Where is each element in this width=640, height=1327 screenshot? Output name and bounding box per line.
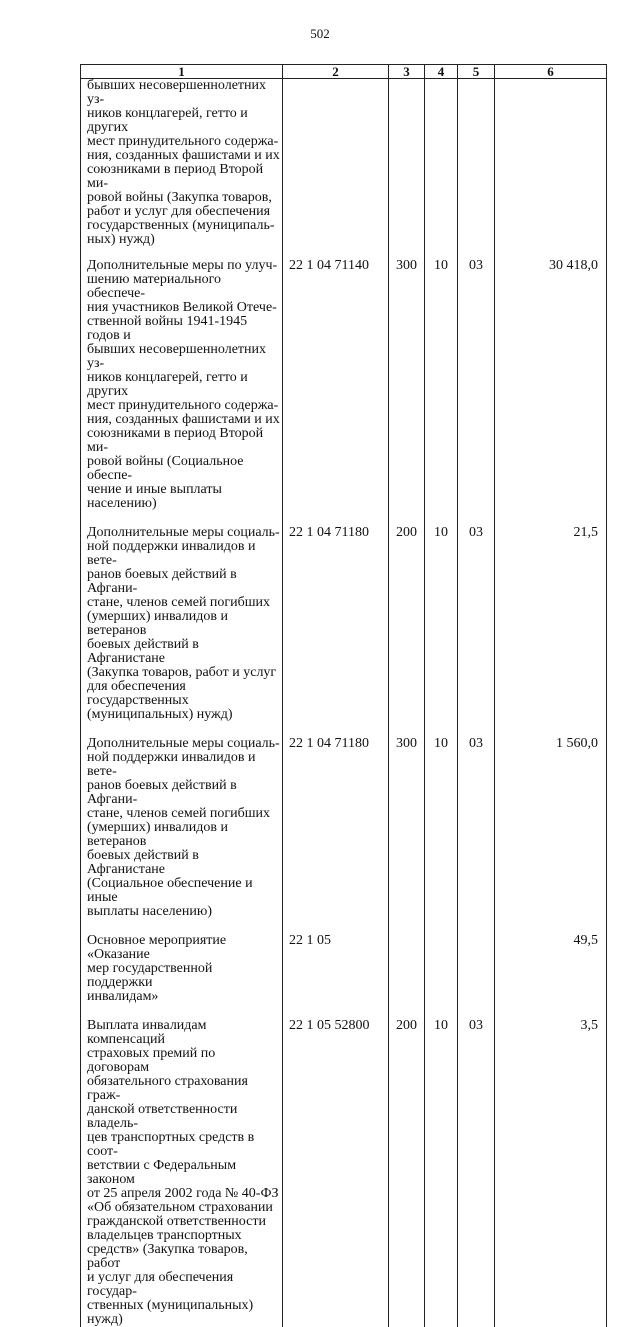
row-section xyxy=(425,79,458,260)
description-line: от 25 апреля 2002 года № 40-ФЗ xyxy=(87,1186,279,1201)
description-line: Дополнительные меры по улуч- xyxy=(87,258,278,273)
description-line: шению материального обеспече- xyxy=(87,272,221,301)
description-line: и услуг для обеспечения государ- xyxy=(87,1270,234,1299)
row-expense-type: 300 xyxy=(389,259,425,526)
description-line: ния, созданных фашистами и их xyxy=(87,148,280,163)
description-line: средств» (Закупка товаров, работ xyxy=(87,1242,248,1271)
row-subsection xyxy=(458,79,495,260)
description-line: ной поддержки инвалидов и вете- xyxy=(87,750,256,779)
row-section: 10 xyxy=(425,526,458,737)
row-budget-code xyxy=(283,79,389,260)
row-subsection: 03 xyxy=(458,1019,495,1327)
description-line: данской ответственности владель- xyxy=(87,1102,238,1131)
description-line: работ и услуг для обеспечения xyxy=(87,204,271,219)
description-line: мест принудительного содержа- xyxy=(87,134,279,149)
header-col-3: 3 xyxy=(389,65,425,79)
description-line: (Социальное обеспечение и иные xyxy=(87,876,253,905)
row-subsection: 03 xyxy=(458,259,495,526)
description-line: ранов боевых действий в Афгани- xyxy=(87,567,237,596)
description-line: чение и иные выплаты населению) xyxy=(87,482,222,511)
description-line: (Закупка товаров, работ и услуг xyxy=(87,665,277,680)
description-line: Дополнительные меры социаль- xyxy=(87,525,280,540)
row-budget-code: 22 1 05 52800 xyxy=(283,1019,389,1327)
row-budget-code: 22 1 04 71140 xyxy=(283,259,389,526)
row-budget-code: 22 1 05 xyxy=(283,934,389,1019)
description-line: ветствии с Федеральным законом xyxy=(87,1158,237,1187)
row-budget-code: 22 1 04 71180 xyxy=(283,526,389,737)
row-budget-code: 22 1 04 71180 xyxy=(283,737,389,934)
row-description xyxy=(81,934,283,1019)
row-section xyxy=(425,934,458,1019)
description-line: бывших несовершеннолетних уз- xyxy=(87,342,267,371)
table-row xyxy=(81,526,607,737)
table-row xyxy=(81,259,607,526)
description-line: ной поддержки инвалидов и вете- xyxy=(87,539,256,568)
row-expense-type: 200 xyxy=(389,1019,425,1327)
description-line: Дополнительные меры социаль- xyxy=(87,736,280,751)
table-row xyxy=(81,79,607,260)
description-line: ников концлагерей, гетто и других xyxy=(87,370,248,399)
description-line: ния, созданных фашистами и их xyxy=(87,412,280,427)
row-description xyxy=(81,259,283,526)
description-line: союзниками в период Второй ми- xyxy=(87,162,264,191)
description-line: союзниками в период Второй ми- xyxy=(87,426,264,455)
row-expense-type: 200 xyxy=(389,526,425,737)
row-expense-type xyxy=(389,934,425,1019)
description-line: ственной войны 1941-1945 годов и xyxy=(87,314,248,343)
budget-table xyxy=(80,64,607,1327)
description-line: боевых действий в Афганистане xyxy=(87,637,199,666)
row-subsection xyxy=(458,934,495,1019)
row-description xyxy=(81,79,283,260)
row-subsection: 03 xyxy=(458,737,495,934)
header-col-2: 2 xyxy=(283,65,389,79)
table-row xyxy=(81,1019,607,1327)
row-section: 10 xyxy=(425,1019,458,1327)
header-col-6: 6 xyxy=(495,65,607,79)
description-line: для обеспечения государственных xyxy=(87,679,189,708)
description-line: (умерших) инвалидов и ветеранов xyxy=(87,609,228,638)
table-row xyxy=(81,934,607,1019)
description-line: ственных (муниципальных) нужд) xyxy=(87,1298,254,1327)
row-section: 10 xyxy=(425,259,458,526)
row-section: 10 xyxy=(425,737,458,934)
description-line: обязательного страхования граж- xyxy=(87,1074,248,1103)
header-col-4: 4 xyxy=(425,65,458,79)
description-line: бывших несовершеннолетних уз- xyxy=(87,78,267,107)
description-line: выплаты населению) xyxy=(87,904,212,919)
page-number: 502 xyxy=(310,26,330,41)
description-line: «Об обязательном страховании xyxy=(87,1200,273,1215)
description-line: стане, членов семей погибших xyxy=(87,595,271,610)
row-amount xyxy=(495,79,607,260)
row-amount: 3,5 xyxy=(495,1019,607,1327)
row-amount: 21,5 xyxy=(495,526,607,737)
row-expense-type: 300 xyxy=(389,737,425,934)
row-amount: 30 418,0 xyxy=(495,259,607,526)
description-line: инвалидам» xyxy=(87,989,159,1004)
row-subsection: 03 xyxy=(458,526,495,737)
description-line: (муниципальных) нужд) xyxy=(87,707,233,722)
description-line: государственных (муниципаль- xyxy=(87,218,275,233)
table-row xyxy=(81,737,607,934)
description-line: Основное мероприятие «Оказание xyxy=(87,933,227,962)
header-row xyxy=(81,65,607,79)
row-description xyxy=(81,1019,283,1327)
description-line: боевых действий в Афганистане xyxy=(87,848,199,877)
description-line: мер государственной поддержки xyxy=(87,961,213,990)
description-line: Выплата инвалидам компенсаций xyxy=(87,1018,207,1047)
description-line: страховых премий по договорам xyxy=(87,1046,216,1075)
description-line: ровой войны (Социальное обеспе- xyxy=(87,454,244,483)
header-col-5: 5 xyxy=(458,65,495,79)
description-line: (умерших) инвалидов и ветеранов xyxy=(87,820,228,849)
description-line: владельцев транспортных xyxy=(87,1228,242,1243)
description-line: цев транспортных средств в соот- xyxy=(87,1130,255,1159)
description-line: гражданской ответственности xyxy=(87,1214,266,1229)
row-description xyxy=(81,526,283,737)
description-line: ных) нужд) xyxy=(87,232,155,247)
description-line: ния участников Великой Отече- xyxy=(87,300,277,315)
description-line: ровой войны (Закупка товаров, xyxy=(87,190,272,205)
header-col-1: 1 xyxy=(81,65,283,79)
description-line: ранов боевых действий в Афгани- xyxy=(87,778,237,807)
row-description xyxy=(81,737,283,934)
row-amount: 1 560,0 xyxy=(495,737,607,934)
description-line: ников концлагерей, гетто и других xyxy=(87,106,248,135)
row-amount: 49,5 xyxy=(495,934,607,1019)
row-expense-type xyxy=(389,79,425,260)
description-line: стане, членов семей погибших xyxy=(87,806,271,821)
description-line: мест принудительного содержа- xyxy=(87,398,279,413)
